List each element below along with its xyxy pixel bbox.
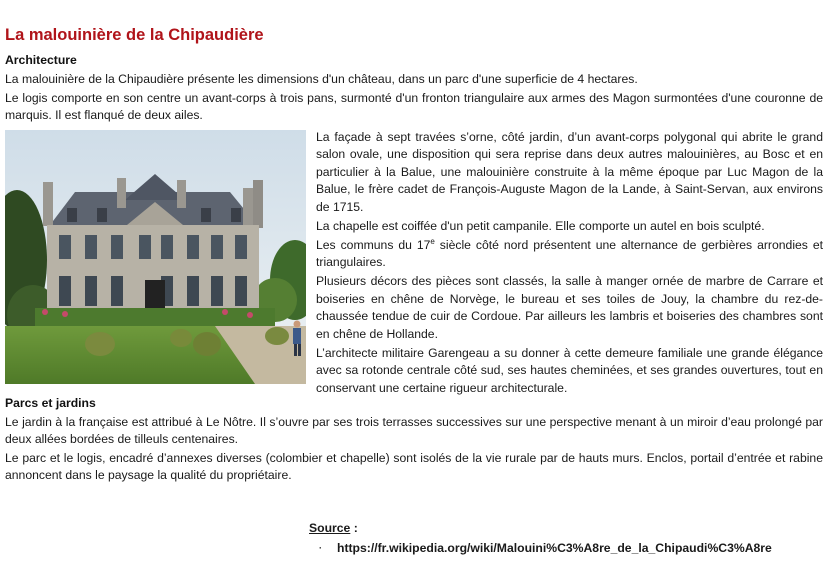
source-block xyxy=(309,519,824,557)
architecture-paragraph-communs xyxy=(316,237,823,272)
communs-text-start: Les communs du 17 xyxy=(316,237,431,252)
architecture-intro-paragraph-1: La malouinière de la Chipaudière présente les dimensions d'un château, dans un parc d'une superficie de 4 hectares. xyxy=(5,72,638,86)
parcs-paragraph-2: Le parc et le logis, encadré d’annexes diverses (colombier et chapelle) sont isolés de la vie rurale par de hauts murs. Enclos, portail d’entrée et rabine annoncent dans le paysage la qualité du propriétaire. xyxy=(5,450,823,482)
communs-superscript: e xyxy=(430,236,435,246)
source-label xyxy=(309,519,824,537)
source-link[interactable]: https://fr.wikipedia.org/wiki/Malouini%C3%A8re_de_la_Chipaudi%C3%A8re xyxy=(337,541,772,555)
source-list-item xyxy=(309,539,824,557)
document-page xyxy=(5,24,823,485)
architecture-figure-row xyxy=(5,129,823,395)
architecture-side-column xyxy=(316,129,823,399)
architecture-paragraph-decors: Plusieurs décors des pièces sont classés, la salle à manger ornée de marbre de Carrare et boiseries en chêne de Norvège, le bureau et ses toiles de Jouy, la chambre du rez-de-chaussée tendue de cuir de Cordoue. Par ailleurs les lambris et boiseries des chambres sont en chêne de Hollande. xyxy=(316,274,823,341)
architecture-intro-paragraph-2: Le logis comporte en son centre un avant-corps à trois pans, surmonté d'un fronton triangulaire aux armes des Magon surmontées d'une couronne de marquis. Il est flanqué de deux ailes. xyxy=(5,90,823,122)
page-title: La malouinière de la Chipaudière xyxy=(5,26,264,44)
architecture-paragraph-chapelle: La chapelle est coiffée d'un petit campanile. Elle comporte un autel en bois sculpté. xyxy=(316,218,765,233)
communs-text-end: siècle côté nord présentent une alternance de gerbières arrondies et triangulaires. xyxy=(316,237,823,269)
source-label-colon: : xyxy=(350,521,358,535)
chateau-photo xyxy=(5,130,306,384)
title-wrap xyxy=(5,24,823,52)
architecture-paragraph-garengeau: L’architecte militaire Garengeau a su donner à cette demeure familiale une grande élégance avec sa rotonde centrale côté sud, ses hautes cheminées, et ses grandes ouvertures, tout en conservant une certaine rigueur architecturale. xyxy=(316,345,823,395)
parcs-paragraph-1: Le jardin à la française est attribué à Le Nôtre. Il s’ouvre par ses trois terrasses successives sur une perspective menant à un miroir d’eau prolongé par deux allées bordées de tilleuls centenaires. xyxy=(5,414,823,446)
source-label-text: Source xyxy=(309,521,351,535)
bullet-icon: · xyxy=(319,543,322,553)
chateau-photo-illustration xyxy=(5,130,306,384)
architecture-paragraph-facade: La façade à sept travées s’orne, côté jardin, d’un avant-corps polygonal qui abrite le grand salon ovale, une disposition qui sera reprise dans deux autres malouinières, au Bosc et en particulier à la Balue, une malouinière construite à la même époque par Luc Magon de la Balue, le frère cadet de François-Auguste Magon de la Lande, à Saint-Servan, aux environs de 1715. xyxy=(316,129,823,214)
heading-parcs-et-jardins: Parcs et jardins xyxy=(5,395,96,410)
heading-architecture: Architecture xyxy=(5,53,77,67)
